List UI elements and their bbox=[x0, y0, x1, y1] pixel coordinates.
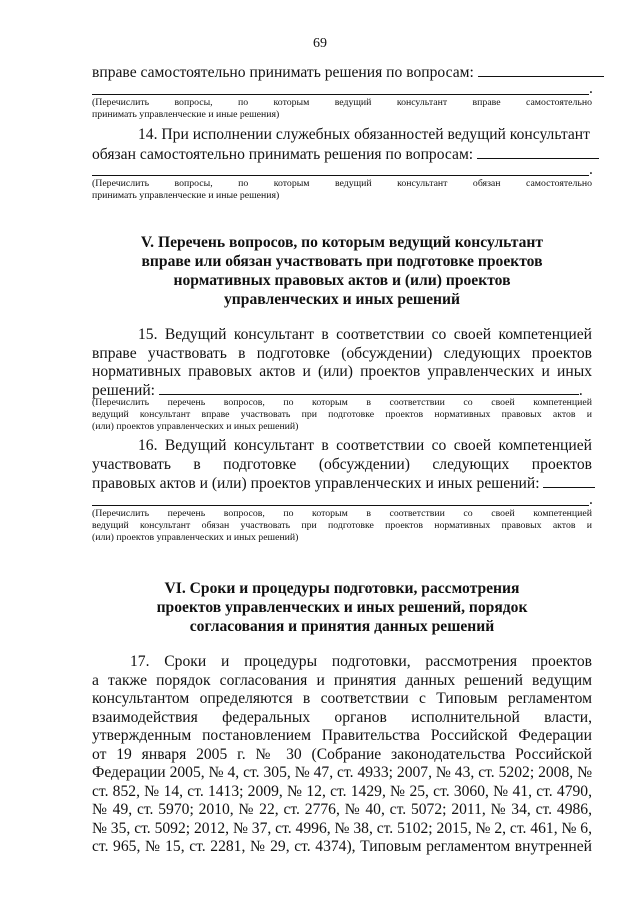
line-end-dot: . bbox=[578, 382, 583, 399]
section-heading: согласования и принятия данных решений bbox=[189, 618, 495, 635]
blank-field bbox=[478, 63, 604, 77]
paragraph-line: ст. 965, № 15, ст. 2281, № 29, ст. 4374), Типовым регламентом внутренней bbox=[92, 838, 592, 855]
text-line bbox=[92, 63, 592, 82]
note-line: (Перечислить перечень вопросов, по которым в соответствии со своей компетенцией bbox=[92, 397, 592, 408]
note-line: (или) проектов управленческих и иных решений) bbox=[92, 532, 299, 543]
section-heading: VI. Сроки и процедуры подготовки, рассмотрения bbox=[164, 580, 520, 597]
paragraph-line: 16. Ведущий консультант в соответствии со своей компетенцией bbox=[138, 437, 592, 454]
paragraph-line: № 49, ст. 5970; 2010, № 22, ст. 2776, № 40, ст. 5072; 2011, № 34, ст. 4986, bbox=[92, 801, 592, 818]
section-heading: вправе или обязан участвовать при подготовке проектов bbox=[141, 253, 543, 270]
blank-line bbox=[92, 94, 589, 95]
paragraph-line: 14. При исполнении служебных обязанностей ведущий консультант bbox=[138, 126, 590, 143]
note-line: (Перечислить вопросы, по которым ведущий консультант вправе самостоятельно bbox=[92, 97, 592, 108]
text-line-content: решений: bbox=[92, 382, 156, 399]
paragraph-line: утвержденным постановлением Правительства Российской Федерации bbox=[92, 727, 592, 744]
paragraph-line: ст. 852, № 14, ст. 1413; 2009, № 12, ст. 1429, № 25, ст. 3060, № 41, ст. 4790, bbox=[92, 783, 592, 800]
paragraph-line: от 19 января 2005 г. № 30 (Собрание законодательства Российской bbox=[92, 746, 592, 763]
paragraph-line: Федерации 2005, № 4, ст. 305, № 47, ст. 4933; 2007, № 43, ст. 5202; 2008, № bbox=[92, 764, 592, 781]
note-line: ведущий консультант вправе участвовать при подготовке проектов нормативных правовых актов и bbox=[92, 409, 592, 420]
paragraph-line: а также порядок согласования и принятия данных решений ведущим bbox=[92, 672, 592, 689]
text-line bbox=[92, 145, 592, 164]
paragraph-line: консультантом определяются в соответствии с Типовым регламентом bbox=[92, 690, 592, 707]
paragraph-line: нормативных правовых актов и (или) проектов управленческих и иных bbox=[92, 363, 592, 380]
text-line bbox=[92, 474, 592, 493]
blank-line bbox=[92, 505, 589, 506]
line-end-dot: . bbox=[589, 491, 593, 508]
line-end-dot: . bbox=[589, 161, 593, 178]
note-line: принимать управленческие и иные решения) bbox=[92, 109, 280, 120]
paragraph-line: участвовать в подготовке (обсуждении) следующих проектов bbox=[92, 456, 592, 473]
blank-field bbox=[543, 474, 595, 488]
note-line: принимать управленческие и иные решения) bbox=[92, 190, 280, 201]
note-line: ведущий консультант обязан участвовать при подготовке проектов нормативных правовых актов и bbox=[92, 520, 592, 531]
note-line: (или) проектов управленческих и иных решений) bbox=[92, 421, 299, 432]
section-heading: проектов управленческих и иных решений, порядок bbox=[156, 599, 528, 616]
line-end-dot: . bbox=[589, 80, 593, 97]
paragraph-line: взаимодействия федеральных органов исполнительной власти, bbox=[92, 709, 592, 726]
note-line: (Перечислить вопросы, по которым ведущий консультант обязан самостоятельно bbox=[92, 178, 592, 189]
text-line-content: вправе самостоятельно принимать решения по вопросам: bbox=[92, 64, 474, 81]
section-heading: управленческих и иных решений bbox=[224, 291, 460, 308]
paragraph-line: 15. Ведущий консультант в соответствии со своей компетенцией bbox=[138, 326, 592, 343]
paragraph-line: 17. Сроки и процедуры подготовки, рассмотрения проектов bbox=[130, 653, 592, 670]
section-heading: нормативных правовых актов и (или) проектов bbox=[173, 272, 511, 289]
blank-field bbox=[159, 381, 579, 395]
paragraph-line: № 35, ст. 5092; 2012, № 37, ст. 4996, № 38, ст. 5102; 2015, № 2, ст. 461, № 6, bbox=[92, 820, 592, 837]
paragraph-line: вправе участвовать в подготовке (обсуждении) следующих проектов bbox=[92, 345, 592, 362]
note-line: (Перечислить перечень вопросов, по которым в соответствии со своей компетенцией bbox=[92, 508, 592, 519]
section-heading: V. Перечень вопросов, по которым ведущий консультант bbox=[140, 234, 544, 251]
text-line-content: обязан самостоятельно принимать решения по вопросам: bbox=[92, 146, 474, 163]
page-number: 69 bbox=[313, 36, 327, 51]
blank-field bbox=[477, 145, 599, 159]
blank-line bbox=[92, 175, 589, 176]
text-line-content: правовых актов и (или) проектов управленческих и иных решений: bbox=[92, 475, 540, 492]
